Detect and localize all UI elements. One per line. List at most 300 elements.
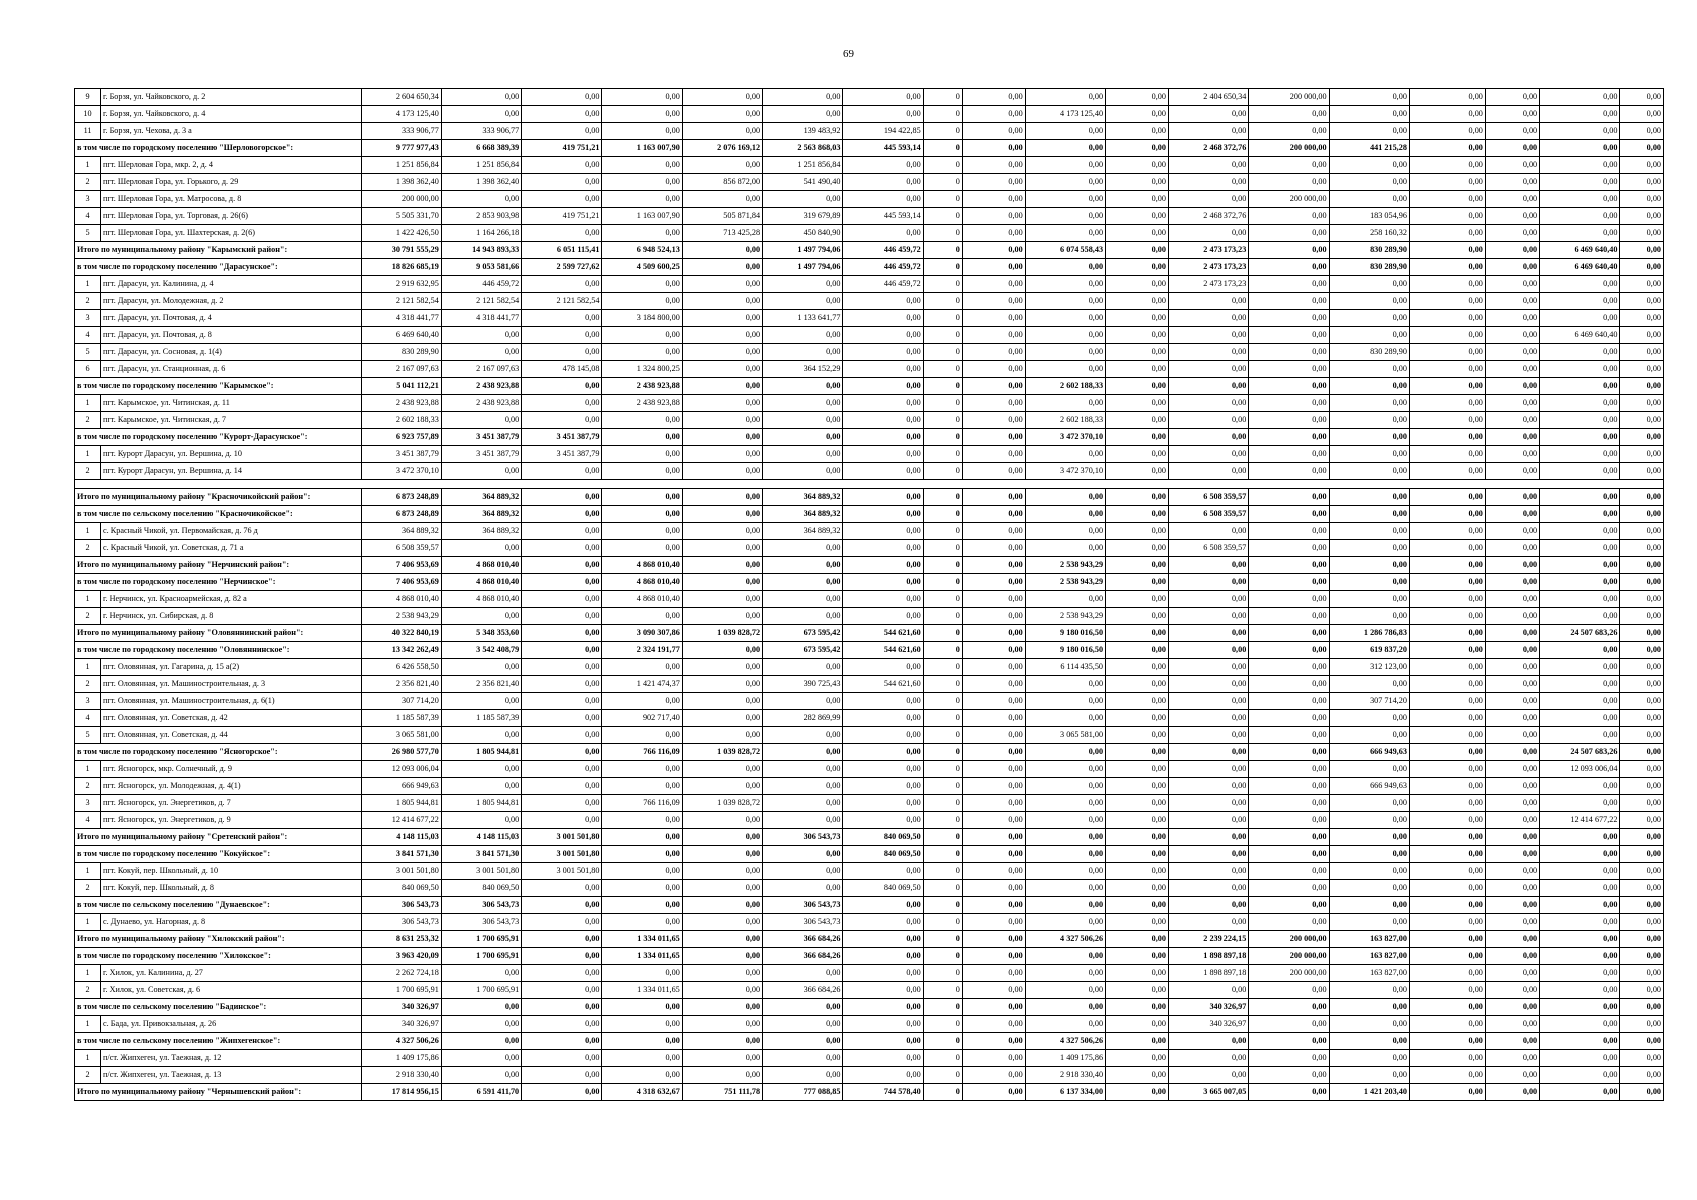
address-cell: пгт. Ясногорск, ул. Молодежная, д. 4(1) — [101, 778, 361, 795]
amount-cell: 0,00 — [1409, 259, 1485, 276]
amount-cell: 1 409 175,86 — [361, 1050, 441, 1067]
amount-cell: 0,00 — [843, 982, 923, 999]
amount-cell: 3 472 370,10 — [1025, 429, 1105, 446]
amount-cell: 1 164 266,18 — [441, 225, 521, 242]
amount-cell: 163 827,00 — [1329, 965, 1409, 982]
amount-cell: 0,00 — [843, 659, 923, 676]
amount-cell: 0,00 — [763, 344, 843, 361]
amount-cell: 0,00 — [763, 293, 843, 310]
amount-cell: 0,00 — [1620, 863, 1664, 880]
amount-cell: 0,00 — [1620, 412, 1664, 429]
amount-cell: 340 326,97 — [1168, 1016, 1248, 1033]
address-cell: пгт. Оловянная, ул. Советская, д. 44 — [101, 727, 361, 744]
amount-cell: 0,00 — [1168, 523, 1248, 540]
amount-cell: 306 543,73 — [361, 897, 441, 914]
amount-cell: 0,00 — [1168, 378, 1248, 395]
amount-cell: 282 869,99 — [763, 710, 843, 727]
amount-cell: 2 438 923,88 — [361, 395, 441, 412]
amount-cell: 0,00 — [843, 557, 923, 574]
amount-cell: 0,00 — [1329, 846, 1409, 863]
amount-cell: 0,00 — [682, 761, 762, 778]
amount-cell: 0,00 — [843, 489, 923, 506]
amount-cell: 0,00 — [682, 1067, 762, 1084]
amount-cell: 0,00 — [1620, 191, 1664, 208]
amount-cell: 0,00 — [1409, 897, 1485, 914]
amount-cell: 0,00 — [1025, 676, 1105, 693]
amount-cell: 0,00 — [1620, 846, 1664, 863]
group-name-cell: Итого по муниципальному району "Нерчинский район": — [75, 557, 362, 574]
amount-cell: 0,00 — [1485, 225, 1539, 242]
amount-cell: 0,00 — [1168, 157, 1248, 174]
amount-cell: 0,00 — [1485, 208, 1539, 225]
group-name-cell: в том числе по сельскому поселению "Красночикойское": — [75, 506, 362, 523]
amount-cell: 0,00 — [763, 1067, 843, 1084]
amount-cell: 0,00 — [1409, 463, 1485, 480]
amount-cell: 840 069,50 — [441, 880, 521, 897]
amount-cell: 0,00 — [1025, 174, 1105, 191]
amount-cell: 0,00 — [602, 1016, 682, 1033]
amount-cell: 0,00 — [1106, 880, 1169, 897]
amount-cell: 0,00 — [1249, 259, 1329, 276]
amount-cell: 0,00 — [602, 327, 682, 344]
amount-cell: 0,00 — [522, 1016, 602, 1033]
amount-cell: 0,00 — [1329, 608, 1409, 625]
amount-cell: 0,00 — [441, 727, 521, 744]
amount-cell: 0,00 — [1249, 157, 1329, 174]
amount-cell: 0,00 — [763, 412, 843, 429]
address-cell: с. Красный Чикой, ул. Советская, д. 71 а — [101, 540, 361, 557]
settlement-subtotal-row — [75, 948, 1664, 965]
amount-cell: 0,00 — [763, 761, 843, 778]
amount-cell: 0,00 — [1540, 880, 1620, 897]
amount-cell: 0 — [923, 999, 962, 1016]
table-row — [75, 123, 1664, 140]
amount-cell: 1 805 944,81 — [441, 795, 521, 812]
amount-cell: 0,00 — [522, 106, 602, 123]
amount-cell: 0,00 — [1409, 880, 1485, 897]
row-number: 2 — [75, 463, 101, 480]
amount-cell: 0,00 — [843, 574, 923, 591]
amount-cell: 0,00 — [1485, 693, 1539, 710]
amount-cell: 0,00 — [1249, 489, 1329, 506]
amount-cell: 0 — [923, 191, 962, 208]
amount-cell: 2 239 224,15 — [1168, 931, 1248, 948]
amount-cell: 0,00 — [1540, 795, 1620, 812]
amount-cell: 0,00 — [522, 540, 602, 557]
amount-cell: 364 889,32 — [763, 506, 843, 523]
amount-cell: 0,00 — [682, 863, 762, 880]
amount-cell: 0,00 — [522, 506, 602, 523]
amount-cell: 0,00 — [682, 446, 762, 463]
amount-cell: 4 868 010,40 — [441, 591, 521, 608]
amount-cell: 3 184 800,00 — [602, 310, 682, 327]
amount-cell: 766 116,09 — [602, 795, 682, 812]
amount-cell: 0,00 — [1409, 344, 1485, 361]
amount-cell: 0 — [923, 225, 962, 242]
amount-cell: 0,00 — [843, 361, 923, 378]
amount-cell: 0,00 — [962, 174, 1025, 191]
amount-cell: 0,00 — [1485, 727, 1539, 744]
amount-cell: 0,00 — [1106, 897, 1169, 914]
amount-cell: 3 963 420,09 — [361, 948, 441, 965]
amount-cell: 0,00 — [1249, 540, 1329, 557]
amount-cell: 0,00 — [763, 846, 843, 863]
amount-cell: 0,00 — [1025, 693, 1105, 710]
amount-cell: 446 459,72 — [843, 259, 923, 276]
table-row — [75, 446, 1664, 463]
address-cell: г. Борзя, ул. Чайковского, д. 2 — [101, 89, 361, 106]
amount-cell: 0,00 — [522, 157, 602, 174]
amount-cell: 0,00 — [1485, 744, 1539, 761]
amount-cell: 17 814 956,15 — [361, 1084, 441, 1101]
amount-cell: 0,00 — [1329, 506, 1409, 523]
amount-cell: 0,00 — [763, 1016, 843, 1033]
amount-cell: 24 507 683,26 — [1540, 744, 1620, 761]
amount-cell: 0,00 — [1025, 846, 1105, 863]
amount-cell: 0,00 — [763, 693, 843, 710]
amount-cell: 0,00 — [1620, 642, 1664, 659]
amount-cell: 0,00 — [1329, 914, 1409, 931]
amount-cell: 0,00 — [1249, 676, 1329, 693]
amount-cell: 0 — [923, 557, 962, 574]
amount-cell: 0,00 — [1249, 123, 1329, 140]
amount-cell: 0,00 — [1106, 591, 1169, 608]
amount-cell: 0,00 — [1485, 89, 1539, 106]
amount-cell: 0 — [923, 863, 962, 880]
amount-cell: 6 948 524,13 — [602, 242, 682, 259]
amount-cell: 1 898 897,18 — [1168, 965, 1248, 982]
amount-cell: 4 327 506,26 — [361, 1033, 441, 1050]
address-cell: п/ст. Жипхеген, ул. Таежная, д. 13 — [101, 1067, 361, 1084]
amount-cell: 0,00 — [1409, 327, 1485, 344]
amount-cell: 0,00 — [843, 608, 923, 625]
amount-cell: 0,00 — [1106, 812, 1169, 829]
amount-cell: 0 — [923, 744, 962, 761]
settlement-subtotal-row — [75, 429, 1664, 446]
amount-cell: 840 069,50 — [843, 880, 923, 897]
amount-cell: 0,00 — [1025, 446, 1105, 463]
amount-cell: 0,00 — [962, 123, 1025, 140]
amount-cell: 830 289,90 — [1329, 259, 1409, 276]
amount-cell: 0,00 — [962, 727, 1025, 744]
amount-cell: 0,00 — [602, 608, 682, 625]
amount-cell: 0,00 — [1329, 489, 1409, 506]
amount-cell: 0,00 — [962, 157, 1025, 174]
amount-cell: 1 334 011,65 — [602, 982, 682, 999]
amount-cell: 0,00 — [1106, 208, 1169, 225]
amount-cell: 194 422,85 — [843, 123, 923, 140]
amount-cell: 0 — [923, 506, 962, 523]
amount-cell: 0,00 — [1025, 310, 1105, 327]
amount-cell: 0,00 — [1249, 625, 1329, 642]
amount-cell: 0,00 — [1620, 761, 1664, 778]
amount-cell: 0,00 — [763, 778, 843, 795]
amount-cell: 0,00 — [1106, 446, 1169, 463]
amount-cell: 0,00 — [962, 829, 1025, 846]
address-cell: пгт. Ясногорск, ул. Энергетиков, д. 7 — [101, 795, 361, 812]
capital-repair-table — [74, 88, 1664, 1101]
amount-cell: 3 065 581,00 — [361, 727, 441, 744]
table-row — [75, 727, 1664, 744]
row-number: 4 — [75, 208, 101, 225]
amount-cell: 0,00 — [1620, 625, 1664, 642]
amount-cell: 340 326,97 — [361, 999, 441, 1016]
amount-cell: 830 289,90 — [361, 344, 441, 361]
amount-cell: 0,00 — [1540, 446, 1620, 463]
amount-cell: 0,00 — [441, 1050, 521, 1067]
amount-cell: 2 473 173,23 — [1168, 242, 1248, 259]
amount-cell: 0 — [923, 446, 962, 463]
amount-cell: 0,00 — [1329, 293, 1409, 310]
amount-cell: 0,00 — [1540, 574, 1620, 591]
amount-cell: 390 725,43 — [763, 676, 843, 693]
amount-cell: 6 137 334,00 — [1025, 1084, 1105, 1101]
amount-cell: 666 949,63 — [1329, 744, 1409, 761]
amount-cell: 0,00 — [602, 812, 682, 829]
amount-cell: 0 — [923, 948, 962, 965]
amount-cell: 0,00 — [1025, 89, 1105, 106]
amount-cell: 0 — [923, 540, 962, 557]
amount-cell: 0,00 — [1329, 795, 1409, 812]
amount-cell: 0,00 — [1025, 140, 1105, 157]
amount-cell: 6 051 115,41 — [522, 242, 602, 259]
amount-cell: 0,00 — [682, 982, 762, 999]
amount-cell: 6 873 248,89 — [361, 489, 441, 506]
amount-cell: 0,00 — [1540, 642, 1620, 659]
amount-cell: 0,00 — [441, 1016, 521, 1033]
amount-cell: 6 469 640,40 — [1540, 242, 1620, 259]
amount-cell: 3 841 571,30 — [441, 846, 521, 863]
row-number: 1 — [75, 1050, 101, 1067]
amount-cell: 0,00 — [522, 89, 602, 106]
amount-cell: 0,00 — [1409, 642, 1485, 659]
amount-cell: 0,00 — [602, 489, 682, 506]
amount-cell: 0,00 — [1409, 659, 1485, 676]
amount-cell: 0,00 — [682, 965, 762, 982]
amount-cell: 0,00 — [1409, 208, 1485, 225]
amount-cell: 0,00 — [1620, 140, 1664, 157]
amount-cell: 1 163 007,90 — [602, 208, 682, 225]
amount-cell: 0,00 — [1409, 727, 1485, 744]
amount-cell: 0,00 — [1485, 259, 1539, 276]
amount-cell: 0,00 — [1409, 676, 1485, 693]
amount-cell: 163 827,00 — [1329, 948, 1409, 965]
amount-cell: 307 714,20 — [361, 693, 441, 710]
amount-cell: 12 414 677,22 — [361, 812, 441, 829]
amount-cell: 0,00 — [522, 965, 602, 982]
amount-cell: 0,00 — [1249, 557, 1329, 574]
amount-cell: 0,00 — [1329, 429, 1409, 446]
amount-cell: 0,00 — [1329, 1033, 1409, 1050]
address-cell: п/ст. Жипхеген, ул. Таежная, д. 12 — [101, 1050, 361, 1067]
amount-cell: 0,00 — [763, 880, 843, 897]
amount-cell: 0,00 — [441, 999, 521, 1016]
amount-cell: 2 262 724,18 — [361, 965, 441, 982]
amount-cell: 0,00 — [522, 1067, 602, 1084]
amount-cell: 0,00 — [1409, 429, 1485, 446]
amount-cell: 3 001 501,80 — [361, 863, 441, 880]
amount-cell: 0,00 — [1249, 412, 1329, 429]
amount-cell: 0 — [923, 897, 962, 914]
amount-cell: 0,00 — [843, 897, 923, 914]
amount-cell: 0,00 — [962, 540, 1025, 557]
amount-cell: 0 — [923, 914, 962, 931]
amount-cell: 0,00 — [1249, 310, 1329, 327]
amount-cell: 0 — [923, 293, 962, 310]
amount-cell: 0,00 — [1620, 89, 1664, 106]
amount-cell: 0,00 — [1620, 463, 1664, 480]
amount-cell: 3 841 571,30 — [361, 846, 441, 863]
amount-cell: 0,00 — [1106, 659, 1169, 676]
amount-cell: 0,00 — [1540, 293, 1620, 310]
amount-cell: 0,00 — [962, 463, 1025, 480]
amount-cell: 0,00 — [1485, 412, 1539, 429]
amount-cell: 0,00 — [1106, 1050, 1169, 1067]
amount-cell: 0,00 — [682, 157, 762, 174]
amount-cell: 0,00 — [962, 1050, 1025, 1067]
amount-cell: 366 684,26 — [763, 982, 843, 999]
amount-cell: 0,00 — [1540, 897, 1620, 914]
amount-cell: 544 621,60 — [843, 642, 923, 659]
amount-cell: 0,00 — [1329, 191, 1409, 208]
address-cell: пгт. Дарасун, ул. Калинина, д. 4 — [101, 276, 361, 293]
table-row — [75, 795, 1664, 812]
amount-cell: 0,00 — [1025, 191, 1105, 208]
amount-cell: 0,00 — [682, 123, 762, 140]
amount-cell: 366 684,26 — [763, 948, 843, 965]
amount-cell: 0,00 — [1106, 1067, 1169, 1084]
amount-cell: 0,00 — [682, 608, 762, 625]
district-total-row — [75, 625, 1664, 642]
amount-cell: 856 872,00 — [682, 174, 762, 191]
amount-cell: 312 123,00 — [1329, 659, 1409, 676]
amount-cell: 0 — [923, 625, 962, 642]
amount-cell: 441 215,28 — [1329, 140, 1409, 157]
amount-cell: 0,00 — [441, 327, 521, 344]
amount-cell: 0,00 — [1168, 642, 1248, 659]
amount-cell: 0,00 — [1409, 242, 1485, 259]
amount-cell: 306 543,73 — [441, 897, 521, 914]
amount-cell: 0,00 — [1249, 693, 1329, 710]
amount-cell: 0,00 — [1540, 778, 1620, 795]
amount-cell: 0,00 — [962, 982, 1025, 999]
amount-cell: 0,00 — [843, 446, 923, 463]
amount-cell: 0,00 — [962, 140, 1025, 157]
amount-cell: 0 — [923, 795, 962, 812]
amount-cell: 0,00 — [1540, 846, 1620, 863]
amount-cell: 0,00 — [1409, 191, 1485, 208]
amount-cell: 0,00 — [843, 693, 923, 710]
district-total-row — [75, 1084, 1664, 1101]
amount-cell: 777 088,85 — [763, 1084, 843, 1101]
amount-cell: 0 — [923, 608, 962, 625]
address-cell: пгт. Оловянная, ул. Советская, д. 42 — [101, 710, 361, 727]
amount-cell: 0,00 — [962, 1016, 1025, 1033]
amount-cell: 0,00 — [962, 378, 1025, 395]
amount-cell: 0,00 — [1106, 710, 1169, 727]
amount-cell: 0,00 — [1620, 795, 1664, 812]
amount-cell: 673 595,42 — [763, 625, 843, 642]
amount-cell: 0,00 — [1620, 948, 1664, 965]
amount-cell: 6 873 248,89 — [361, 506, 441, 523]
amount-cell: 0 — [923, 829, 962, 846]
amount-cell: 0,00 — [522, 693, 602, 710]
amount-cell: 0,00 — [1485, 344, 1539, 361]
amount-cell: 0,00 — [1168, 829, 1248, 846]
amount-cell: 0,00 — [1540, 1033, 1620, 1050]
amount-cell: 30 791 555,29 — [361, 242, 441, 259]
amount-cell: 0 — [923, 676, 962, 693]
amount-cell: 0,00 — [1249, 778, 1329, 795]
amount-cell: 0,00 — [1106, 965, 1169, 982]
amount-cell: 0,00 — [763, 429, 843, 446]
amount-cell: 0 — [923, 1067, 962, 1084]
amount-cell: 0,00 — [602, 761, 682, 778]
amount-cell: 0,00 — [1329, 1067, 1409, 1084]
amount-cell: 200 000,00 — [1249, 191, 1329, 208]
amount-cell: 0,00 — [1540, 965, 1620, 982]
amount-cell: 2 604 650,34 — [361, 89, 441, 106]
amount-cell: 0,00 — [522, 727, 602, 744]
amount-cell: 0,00 — [1620, 293, 1664, 310]
amount-cell: 0,00 — [1620, 744, 1664, 761]
row-number: 1 — [75, 965, 101, 982]
amount-cell: 0,00 — [1540, 344, 1620, 361]
amount-cell: 0 — [923, 1084, 962, 1101]
amount-cell: 333 906,77 — [441, 123, 521, 140]
amount-cell: 0,00 — [1485, 276, 1539, 293]
spacer-row — [75, 480, 1664, 489]
amount-cell: 0,00 — [441, 540, 521, 557]
amount-cell: 0,00 — [602, 106, 682, 123]
amount-cell: 0,00 — [1540, 557, 1620, 574]
amount-cell: 0,00 — [1409, 744, 1485, 761]
amount-cell: 1 039 828,72 — [682, 795, 762, 812]
amount-cell: 0,00 — [1620, 931, 1664, 948]
amount-cell: 0,00 — [962, 846, 1025, 863]
amount-cell: 6 469 640,40 — [1540, 327, 1620, 344]
amount-cell: 0,00 — [682, 310, 762, 327]
amount-cell: 0,00 — [1025, 948, 1105, 965]
amount-cell: 0,00 — [1249, 795, 1329, 812]
amount-cell: 0,00 — [1620, 591, 1664, 608]
amount-cell: 0,00 — [1620, 327, 1664, 344]
amount-cell: 0,00 — [1329, 727, 1409, 744]
amount-cell: 0,00 — [1485, 965, 1539, 982]
amount-cell: 0,00 — [1168, 1033, 1248, 1050]
amount-cell: 0,00 — [602, 914, 682, 931]
amount-cell: 6 508 359,57 — [1168, 489, 1248, 506]
amount-cell: 0,00 — [1106, 608, 1169, 625]
amount-cell: 3 472 370,10 — [1025, 463, 1105, 480]
settlement-subtotal-row — [75, 744, 1664, 761]
amount-cell: 0,00 — [682, 948, 762, 965]
amount-cell: 0,00 — [1540, 489, 1620, 506]
row-number: 5 — [75, 344, 101, 361]
amount-cell: 0,00 — [1025, 259, 1105, 276]
amount-cell: 0,00 — [1540, 89, 1620, 106]
amount-cell: 0 — [923, 591, 962, 608]
amount-cell: 0,00 — [522, 523, 602, 540]
amount-cell: 0,00 — [1168, 863, 1248, 880]
amount-cell: 0,00 — [1106, 625, 1169, 642]
amount-cell: 0,00 — [1485, 540, 1539, 557]
amount-cell: 0 — [923, 242, 962, 259]
amount-cell: 2 538 943,29 — [361, 608, 441, 625]
amount-cell: 0,00 — [1025, 123, 1105, 140]
amount-cell: 0,00 — [1025, 744, 1105, 761]
amount-cell: 0,00 — [1249, 727, 1329, 744]
